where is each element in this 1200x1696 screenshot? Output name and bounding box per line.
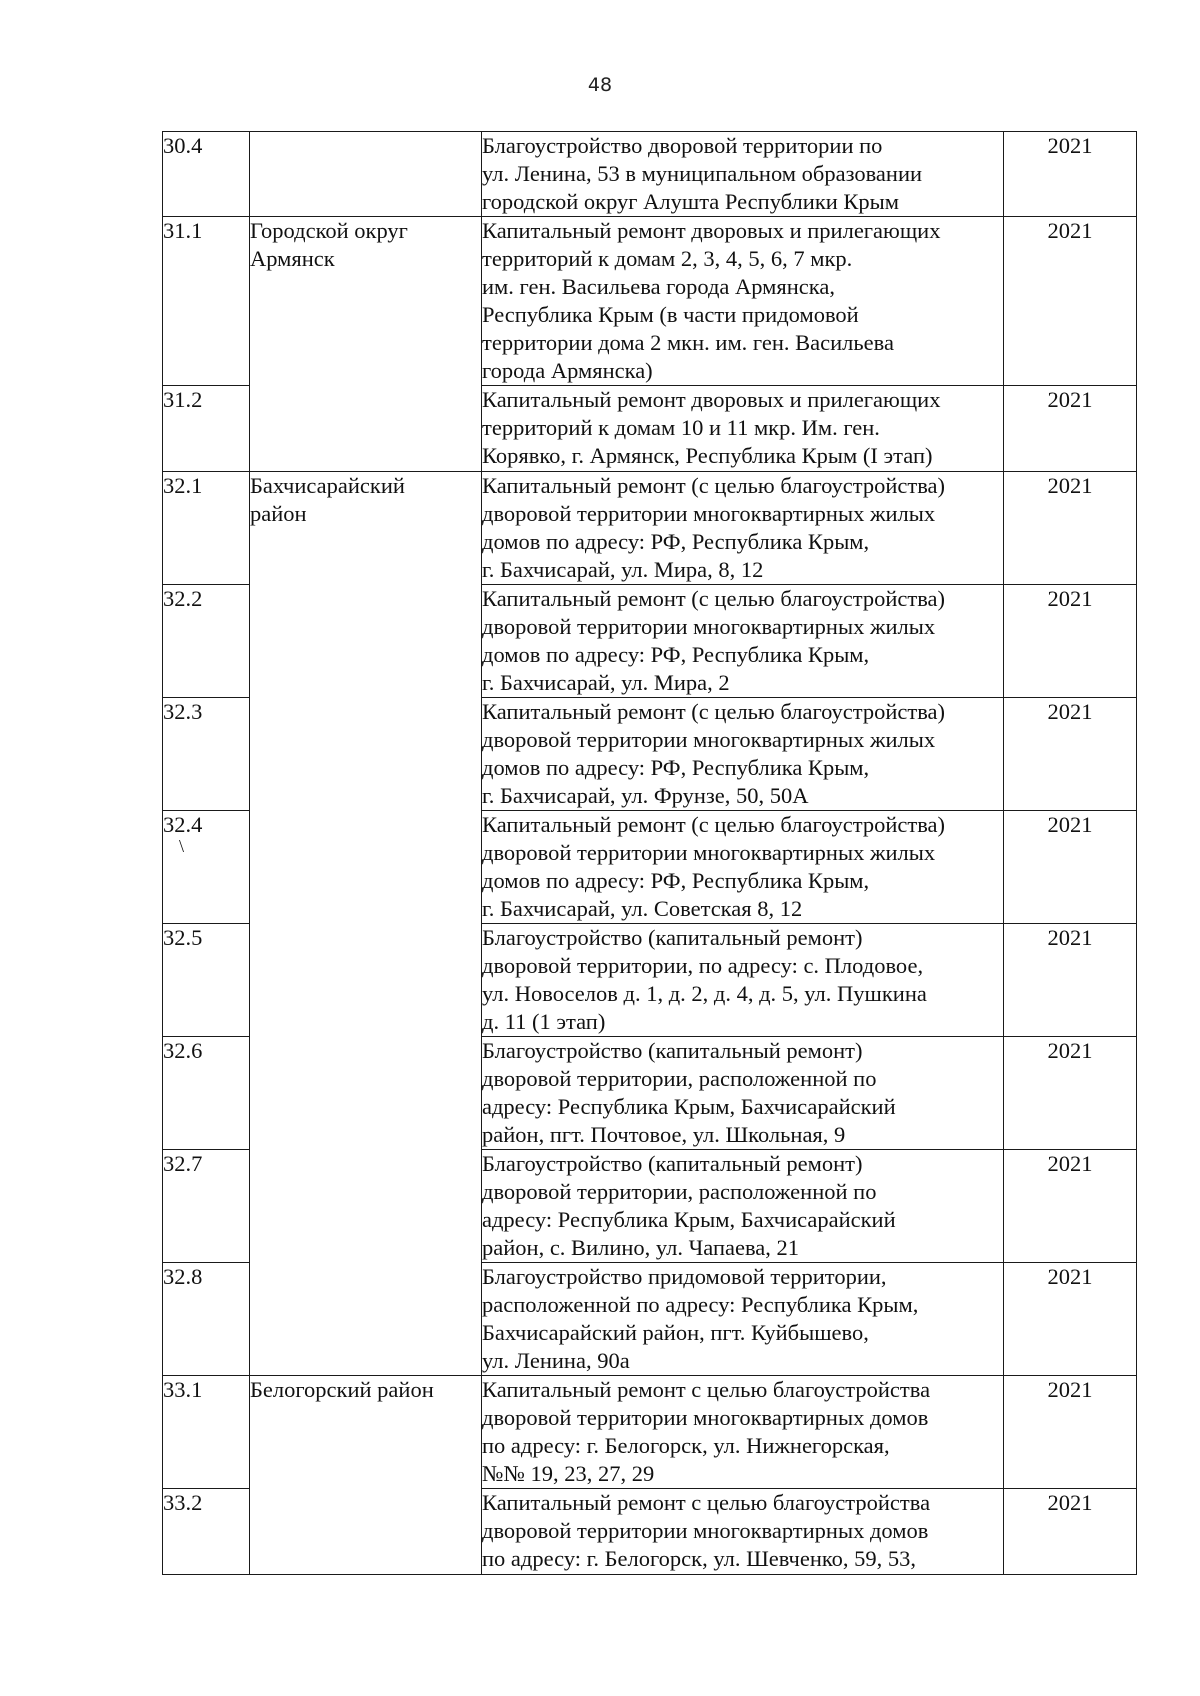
row-number-cell: 33.2 [163,1489,250,1575]
year-cell: 2021 [1004,1376,1137,1489]
year-cell: 2021 [1004,924,1137,1037]
row-number-cell: 32.2 [163,585,250,698]
year-cell: 2021 [1004,811,1137,924]
year-cell: 2021 [1004,217,1137,386]
description-cell: Капитальный ремонт с целью благоустройства дворовой территории многоквартирных домов по адресу: г. Белогорск, ул. Шевченко, 59, 53, [482,1489,1004,1575]
description-cell: Благоустройство (капитальный ремонт) дворовой территории, расположенной по адресу: Республика Крым, Бахчисарайский район, пгт. Почтовое, ул. Школьная, 9 [482,1037,1004,1150]
row-number-cell: 32.7 [163,1150,250,1263]
row-number-cell: 32.3 [163,698,250,811]
row-number-cell: 31.2 [163,386,250,472]
description-cell: Благоустройство (капитальный ремонт) дворовой территории, по адресу: с. Плодовое, ул. Новоселов д. 1, д. 2, д. 4, д. 5, ул. Пушкина д. 11 (1 этап) [482,924,1004,1037]
description-cell: Благоустройство придомовой территории, расположенной по адресу: Республика Крым, Бахчисарайский район, пгт. Куйбышево, ул. Ленина, 90а [482,1263,1004,1376]
table-row [163,472,1137,585]
year-cell: 2021 [1004,472,1137,585]
scan-mark: \ [179,836,185,856]
description-cell: Капитальный ремонт (с целью благоустройства) дворовой территории многоквартирных жилых домов по адресу: РФ, Республика Крым, г. Бахчисарай, ул. Фрунзе, 50, 50А [482,698,1004,811]
municipality-cell [250,132,482,217]
description-cell: Капитальный ремонт дворовых и прилегающих территорий к домам 2, 3, 4, 5, 6, 7 мкр. им. ген. Васильева города Армянска, Республика Крым (в части придомовой территории дома 2 мкн. им. ген. Васильева города Армянска) [482,217,1004,386]
year-cell: 2021 [1004,585,1137,698]
table-row [163,217,1137,386]
description-cell: Капитальный ремонт дворовых и прилегающих территорий к домам 10 и 11 мкр. Им. ген. Корявко, г. Армянск, Республика Крым (I этап) [482,386,1004,472]
year-cell: 2021 [1004,386,1137,472]
table-row [163,132,1137,217]
row-number-cell: 32.6 [163,1037,250,1150]
table-row [163,1376,1137,1489]
row-number-cell: 32.4 \ [163,811,250,924]
description-cell: Благоустройство дворовой территории по ул. Ленина, 53 в муниципальном образовании городской округ Алушта Республики Крым [482,132,1004,217]
year-cell: 2021 [1004,132,1137,217]
year-cell: 2021 [1004,1263,1137,1376]
municipality-cell: Белогорский район [250,1376,482,1575]
row-number-cell: 31.1 [163,217,250,386]
row-number-cell: 30.4 [163,132,250,217]
row-number-cell: 32.1 [163,472,250,585]
year-cell: 2021 [1004,1489,1137,1575]
year-cell: 2021 [1004,1150,1137,1263]
municipality-cell: Бахчисарайский район [250,472,482,1376]
description-cell: Капитальный ремонт (с целью благоустройства) дворовой территории многоквартирных жилых домов по адресу: РФ, Республика Крым, г. Бахчисарай, ул. Мира, 8, 12 [482,472,1004,585]
page-number: 48 [587,74,613,96]
description-cell: Капитальный ремонт (с целью благоустройства) дворовой территории многоквартирных жилых домов по адресу: РФ, Республика Крым, г. Бахчисарай, ул. Мира, 2 [482,585,1004,698]
description-cell: Благоустройство (капитальный ремонт) дворовой территории, расположенной по адресу: Республика Крым, Бахчисарайский район, с. Вилино, ул. Чапаева, 21 [482,1150,1004,1263]
description-cell: Капитальный ремонт (с целью благоустройства) дворовой территории многоквартирных жилых домов по адресу: РФ, Республика Крым, г. Бахчисарай, ул. Советская 8, 12 [482,811,1004,924]
year-cell: 2021 [1004,1037,1137,1150]
municipality-cell: Городской округ Армянск [250,217,482,472]
year-cell: 2021 [1004,698,1137,811]
row-number-cell: 33.1 [163,1376,250,1489]
row-number-cell: 32.5 [163,924,250,1037]
program-table [162,131,1137,1575]
row-number-cell: 32.8 [163,1263,250,1376]
description-cell: Капитальный ремонт с целью благоустройства дворовой территории многоквартирных домов по адресу: г. Белогорск, ул. Нижнегорская, №№ 19, 23, 27, 29 [482,1376,1004,1489]
